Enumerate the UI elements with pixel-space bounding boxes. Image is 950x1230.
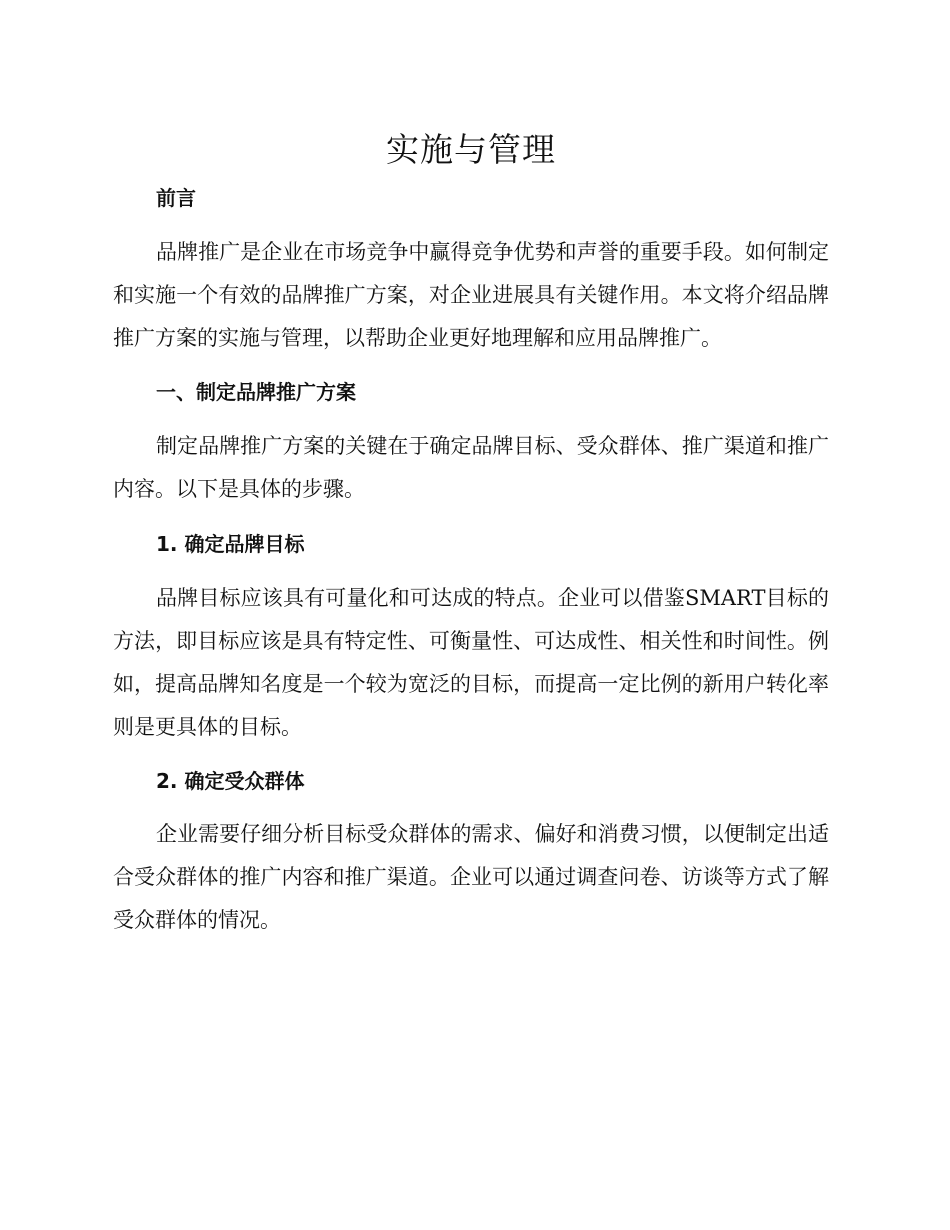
section-1-paragraph: 制定品牌推广方案的关键在于确定品牌目标、受众群体、推广渠道和推广内容。以下是具体的步骤。 xyxy=(113,434,829,501)
preface-paragraph: 品牌推广是企业在市场竞争中赢得竞争优势和声誉的重要手段。如何制定和实施一个有效的品牌推广方案，对企业进展具有关键作用。本文将介绍品牌推广方案的实施与管理，以帮助企业更好地理解和应用品牌推广。 xyxy=(113,240,829,350)
subsection-1-heading: 1. 确定品牌目标 xyxy=(156,532,305,556)
subsection-2-paragraph: 企业需要仔细分析目标受众群体的需求、偏好和消费习惯，以便制定出适合受众群体的推广内容和推广渠道。企业可以通过调查问卷、访谈等方式了解受众群体的情况。 xyxy=(113,822,829,932)
document-title: 实施与管理 xyxy=(386,130,556,169)
section-1-heading: 一、制定品牌推广方案 xyxy=(156,380,356,404)
subsection-2-heading: 2. 确定受众群体 xyxy=(156,769,305,793)
preface-heading: 前言 xyxy=(156,186,196,210)
subsection-1-paragraph: 品牌目标应该具有可量化和可达成的特点。企业可以借鉴SMART目标的方法，即目标应该是具有特定性、可衡量性、可达成性、相关性和时间性。例如，提高品牌知名度是一个较为宽泛的目标，而提高一定比例的新用户转化率则是更具体的目标。 xyxy=(113,586,829,739)
